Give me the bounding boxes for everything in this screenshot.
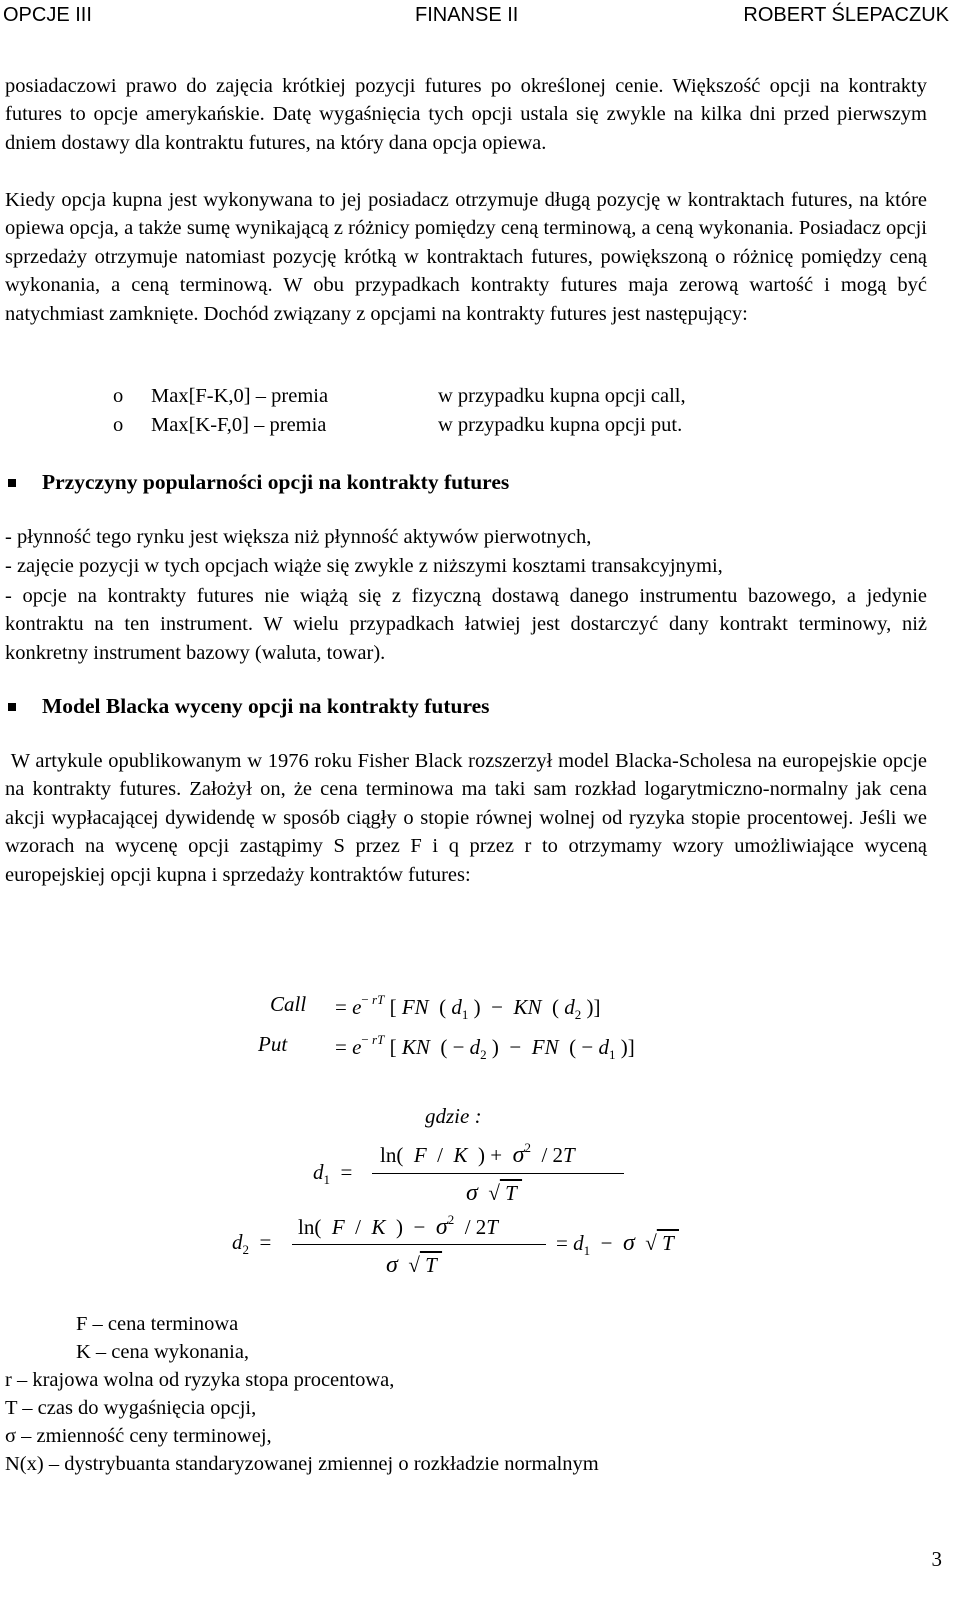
header-right: ROBERT ŚLEPACZUK: [743, 4, 949, 26]
page-number: 3: [931, 1547, 942, 1571]
formula-d2-denominator: σ √ T: [386, 1252, 443, 1278]
payoff-marker: o: [113, 414, 124, 436]
list-item: - opcje na kontrakty futures nie wiążą się z fizyczną dostawą danego instrumentu bazowego, a jedynie kontraktu na ten instrument. W wielu przypadkach łatwiej jest dostarczyć dany kontrakt terminowy, niż konkretny instrument bazowy (waluta, towar).: [5, 585, 927, 664]
paragraph-intro: posiadaczowi prawo do zajęcia krótkiej pozycji futures po określonej cenie. Większość opcji na kontrakty futures to opcje amerykańskie. Datę wygaśnięcia tych opcji ustala się zwykle na kilka dni przed pierwszym dniem dostawy dla kontraktu futures, na który dana opcja opiewa.: [5, 75, 927, 154]
legend-item: T – czas do wygaśnięcia opcji,: [5, 1397, 257, 1419]
formula-put-rhs: = $e^{- rT}$ [ KN ( − $d_2$ ) − FN ( − $d_1$ )]: [335, 1032, 635, 1062]
formula-d2-fraction-bar: [292, 1244, 546, 1245]
header-center: FINANSE II: [415, 4, 519, 26]
formula-call-rhs: = $e^{- rT}$ [ FN ( $d_1$ ) − KN ( $d_2$ )]: [335, 992, 601, 1022]
formula-d2-simplified: = $d_1 - \sigma$ √ T: [556, 1230, 679, 1258]
payoff-marker: o: [113, 385, 124, 407]
legend-item: σ – zmienność ceny terminowej,: [5, 1425, 272, 1447]
header-left: OPCJE III: [3, 4, 92, 26]
formula-d2-numerator: ln( F / K ) − $\sigma^2 / 2T$: [298, 1212, 498, 1240]
list-item: - zajęcie pozycji w tych opcjach wiąże się zwykle z niższymi kosztami transakcyjnymi,: [5, 555, 723, 577]
payoff-description: w przypadku kupna opcji put.: [438, 414, 683, 436]
formula-d1-numerator: ln( F / K ) + $\sigma^2 / 2T$: [380, 1140, 575, 1168]
section-heading-black-model: Model Blacka wyceny opcji na kontrakty futures: [42, 694, 490, 718]
formula-d1-denominator: σ √ T: [466, 1180, 523, 1206]
payoff-formula: Max[F-K,0] – premia: [151, 385, 329, 407]
bullet-square-icon: [8, 703, 16, 711]
list-item: - płynność tego rynku jest większa niż płynność aktywów pierwotnych,: [5, 526, 592, 548]
paragraph-black-model: W artykule opublikowanym w 1976 roku Fisher Black rozszerzył model Blacka-Scholesa na europejskie opcje na kontrakty futures. Założył on, że cena terminowa ma taki sam rozkład logarytmiczno-normalny jak cena akcji wypłacającej dywidendę w sposób ciągły o stopie równej wolnej od ryzyka stopie procentowej. Jeśli we wzorach na wycenę opcji zastąpimy S przez F i q przez r to otrzymamy wzory umożliwiające wyceną europejskiej opcji kupna i sprzedaży kontraktów futures:: [5, 750, 933, 886]
formula-d1-lhs: $d_1$ =: [313, 1160, 353, 1187]
legend-item: K – cena wykonania,: [76, 1341, 250, 1363]
formula-put-lhs: Put: [258, 1032, 288, 1056]
bullet-square-icon: [8, 479, 16, 487]
legend-item: r – krajowa wolna od ryzyka stopa procentowa,: [5, 1369, 395, 1391]
payoff-description: w przypadku kupna opcji call,: [438, 385, 686, 407]
legend-item: F – cena terminowa: [76, 1313, 239, 1335]
page-header: [3, 4, 949, 30]
formula-call-lhs: Call: [270, 992, 307, 1016]
section-heading-popularity: Przyczyny popularności opcji na kontrakty futures: [42, 470, 510, 494]
legend-item: N(x) – dystrybuanta standaryzowanej zmiennej o rozkładzie normalnym: [5, 1453, 599, 1475]
formula-d2-lhs: $d_2$ =: [232, 1230, 272, 1257]
payoff-formula: Max[K-F,0] – premia: [151, 414, 327, 436]
formula-where-label: gdzie :: [425, 1104, 482, 1128]
paragraph-exercise: Kiedy opcja kupna jest wykonywana to jej posiadacz otrzymuje długą pozycję w kontraktach futures, na które opiewa opcja, a także sumę wynikającą z różnicy pomiędzy ceną terminową, a ceną wykonania. Posiadacz opcji sprzedaży otrzymuje natomiast pozycję krótką w kontraktach futures, powiększoną o różnicę pomiędzy ceną wykonania, a ceną terminową. W obu przypadkach kontrakty futures maja zerową wartość i mogą być natychmiast zamknięte. Dochód związany z opcjami na kontrakty futures jest następujący:: [5, 189, 927, 325]
formula-d1-fraction-bar: [372, 1173, 624, 1174]
